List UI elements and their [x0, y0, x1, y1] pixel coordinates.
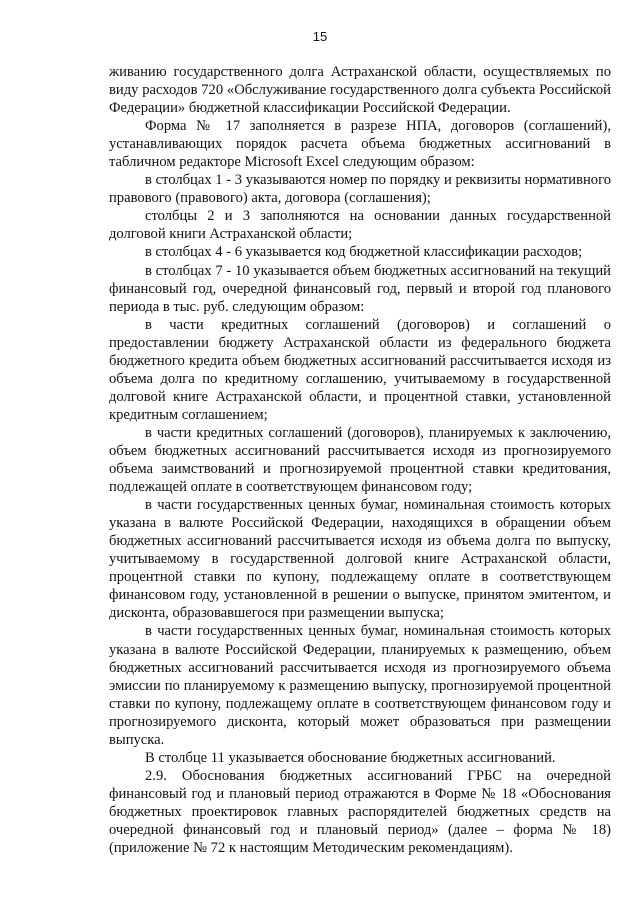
- document-body: [109, 63, 611, 857]
- paragraph: в столбцах 1 - 3 указываются номер по порядку и реквизиты нормативного правового (правового) акта, договора (соглашения);: [109, 172, 611, 207]
- paragraph: в части государственных ценных бумаг, номинальная стоимость которых указана в валюте Российской Федерации, находящихся в обращении объем бюджетных ассигнований рассчитывается исходя из объема долга по выпуску, учитываемому в государственной долговой книге Астраханской области, процентной ставки по купону, подлежащему оплате в соответствующем финансовом году, установленной в решении о выпуске, принятом эмитентом, и дисконта, образовавшегося при размещении выпуска;: [109, 497, 611, 622]
- paragraph: 2.9. Обоснования бюджетных ассигнований ГРБС на очередной финансовый год и плановый период отражаются в Форме № 18 «Обоснования бюджетных проектировок главных распорядителей бюджетных средств на очередной финансовый год и плановый период» (далее – форма № 18) (приложение № 72 к настоящим Методическим рекомендациям).: [109, 767, 611, 857]
- paragraph: Форма № 17 заполняется в разрезе НПА, договоров (соглашений), устанавливающих порядок расчета объема бюджетных ассигнований в табличном редакторе Microsoft Excel следующим образом:: [109, 118, 611, 171]
- page-number: 15: [312, 29, 328, 44]
- paragraph: в части кредитных соглашений (договоров) и соглашений о предоставлении бюджету Астраханской области из федерального бюджета бюджетного кредита объем бюджетных ассигнований рассчитывается исходя из объема долга по кредитному соглашению, учитываемому в государственной долговой книге Астраханской области, и процентной ставки, установленной кредитным соглашением;: [109, 316, 611, 423]
- paragraph: живанию государственного долга Астраханской области, осуществляемых по виду расходов 720 «Обслуживание государственного долга субъекта Российской Федерации» бюджетной классификации Российской Федерации.: [109, 64, 611, 117]
- paragraph: в столбцах 4 - 6 указывается код бюджетной классификации расходов;: [145, 244, 583, 261]
- paragraph: в столбцах 7 - 10 указывается объем бюджетных ассигнований на текущий финансовый год, очередной финансовый год, первый и второй год планового периода в тыс. руб. следующим образом:: [109, 262, 611, 315]
- paragraph: в части кредитных соглашений (договоров), планируемых к заключению, объем бюджетных ассигнований рассчитывается исходя из прогнозируемого объема заимствований и прогнозируемой процентной ставки кредитования, подлежащей оплате в соответствующем финансовом году;: [109, 424, 611, 496]
- paragraph: В столбце 11 указывается обоснование бюджетных ассигнований.: [145, 749, 556, 766]
- paragraph: столбцы 2 и 3 заполняются на основании данных государственной долговой книги Астраханской области;: [109, 208, 611, 243]
- paragraph: в части государственных ценных бумаг, номинальная стоимость которых указана в валюте Российской Федерации, планируемых к размещению, объем бюджетных ассигнований рассчитывается исходя из прогнозируемого объема эмиссии по планируемому к размещению выпуску, прогнозируемой процентной ставки по купону, подлежащему оплате в соответствующем финансовом году и прогнозируемого дисконта, который может образоваться при размещении выпуска.: [109, 623, 611, 748]
